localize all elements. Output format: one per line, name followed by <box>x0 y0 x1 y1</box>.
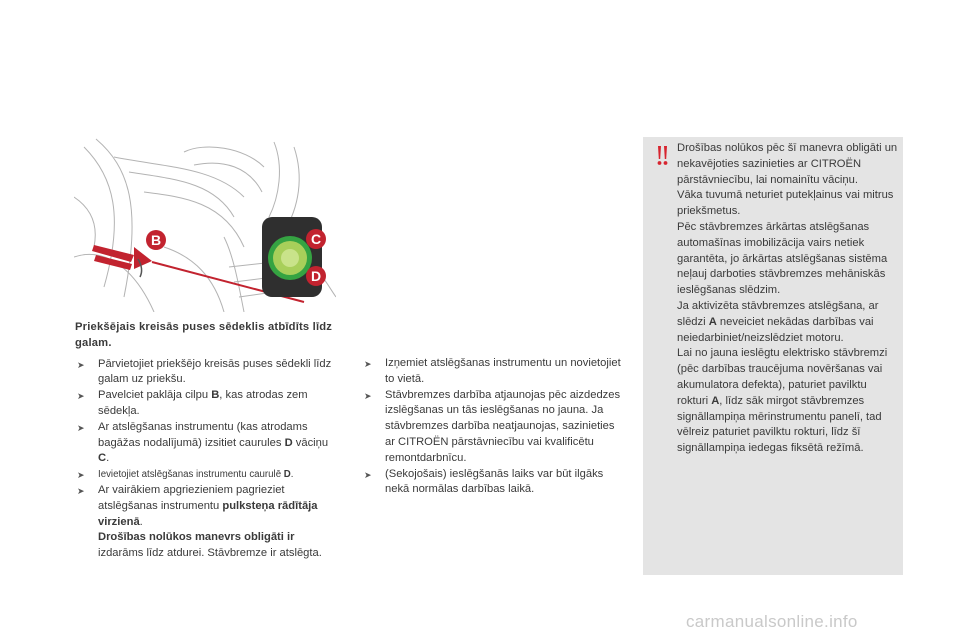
list-item: ➤ (Sekojošais) ieslēgšanās laiks var būt ilgāks nekā normālas darbības laikā. <box>364 467 604 496</box>
warning-box <box>643 137 903 575</box>
bullet-arrow-icon: ➤ <box>77 485 85 496</box>
list-item: ➤ Pavelciet paklāja cilpu B, kas atrodas zem sēdekļa. <box>77 389 308 417</box>
marker-c-label: C <box>310 231 322 247</box>
watermark: carmanualsonline.info <box>686 612 858 631</box>
bullet-arrow-icon: ➤ <box>364 390 372 401</box>
column-middle <box>362 356 624 498</box>
seat-diagram <box>74 137 336 312</box>
marker-d-label: D <box>310 268 322 284</box>
bullet-arrow-icon: ➤ <box>77 470 85 481</box>
list-item: ➤ Pārvietojiet priekšējo kreisās puses sēdekli līdz galam uz priekšu. <box>77 357 332 386</box>
list-item: ➤ Ievietojiet atslēgšanas instrumentu caurulē D. <box>75 467 337 483</box>
marker-b-label: B <box>150 232 162 248</box>
bullet-arrow-icon: ➤ <box>77 359 85 370</box>
warning-text: Drošības nolūkos pēc šī manevra obligāti un nekavējoties sazinieties ar CITROËN pārstāvniecību, lai nomainītu vāciņu. Vāka tuvumā neturiet putekļainus vai mitrus priekšmetus. Pēc stāvbremzes ārkārtas atslēgšanas automašīnas imobilizācija vairs netiek garantēta, jo ārkārtas atslēgšanas sistēma neļauj darboties stāvbremzes mehāniskās ieslēgšanas slēdzim. Ja aktivizēta stāvbremzes atslēgšana, ar slēdzi A neveiciet nekādas darbības vai neiedarbiniet/neizslēdziet motoru. Lai no jauna ieslēgtu elektrisko stāvbremzi (pēc darbības traucējuma novēršanas vai akumulatora defekta), paturiet pavilktu rokturi A, līdz sāk mirgot stāvbremzes signāllampiņa mērinstrumentu panelī, tad vēlreiz paturiet pavilktu rokturi, līdz šī signāllampiņa iedegas fiksētā režīmā. <box>677 142 898 455</box>
list-item: ➤ Izņemiet atslēgšanas instrumentu un novietojiet to vietā. <box>364 357 621 385</box>
list-item: ➤ Ar atslēgšanas instrumentu (kas atrodams bagāžas nodalījumā) izsitiet caurules D vāciņu C. <box>77 420 329 465</box>
section-heading: Priekšējais kreisās puses sēdeklis atbīdīts līdz galam. <box>75 321 333 349</box>
list-item: ➤ Stāvbremzes darbība atjaunojas pēc aizdedzes izslēgšanas un tās ieslēgšanas no jauna. Ja stāvbremzes darbība neatjaunojas, sazinieties ar CITROËN pārstāvniecību vai kvalificētu remontdarbnīcu. <box>364 388 621 464</box>
bullet-arrow-icon: ➤ <box>77 422 85 433</box>
bullet-arrow-icon: ➤ <box>77 391 85 402</box>
warning-exclamation-icon <box>649 143 675 169</box>
list-item: ➤ Ar vairākiem apgriezieniem pagrieziet atslēgšanas instrumentu pulksteņa rādītāja virzienā. Drošības nolūkos manevrs obligāti ir izdarāms līdz atdurei. Stāvbremze ir atslēgta. <box>77 483 322 560</box>
seat-unlock-illustration <box>74 137 336 312</box>
column-left <box>75 320 337 562</box>
bullet-arrow-icon: ➤ <box>364 469 372 480</box>
bullet-arrow-icon: ➤ <box>364 359 372 369</box>
